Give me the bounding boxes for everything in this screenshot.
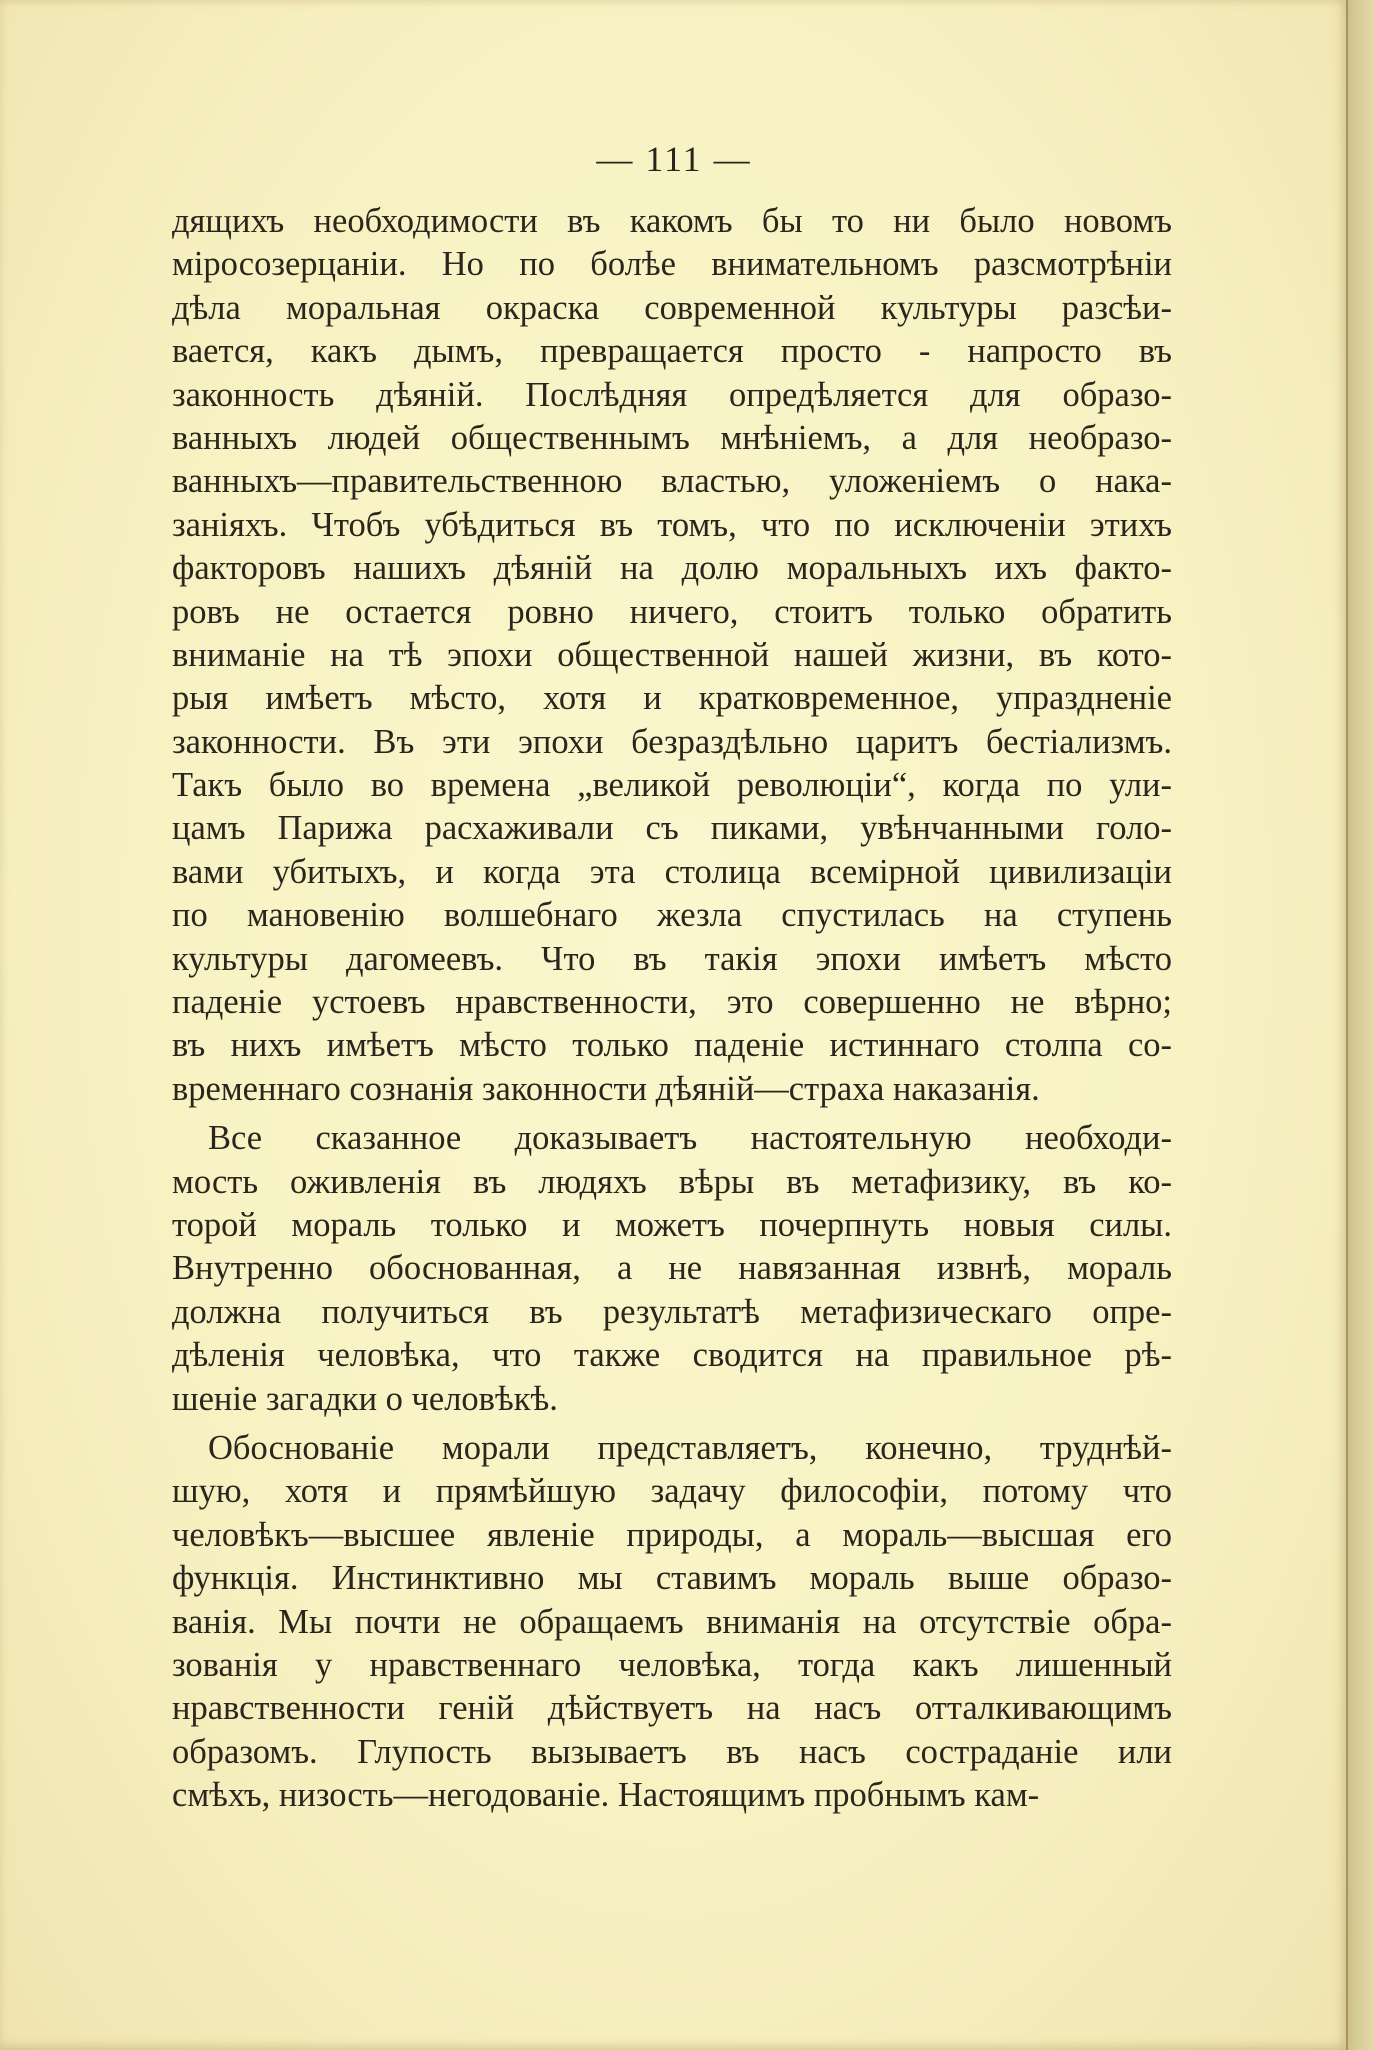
text-line: вами убитыхъ, и когда эта столица всемірной цивилизаціи — [172, 852, 1172, 891]
text-line: дѣла моральная окраска современной культуры разсѣи- — [172, 288, 1172, 327]
text-line: образомъ. Глупость вызываетъ въ насъ состраданіе или — [172, 1732, 1172, 1771]
text-line: функція. Инстинктивно мы ставимъ мораль выше образо- — [172, 1559, 1172, 1598]
text-line: мость оживленія въ людяхъ вѣры въ метафизику, въ ко- — [172, 1162, 1172, 1201]
text-line: торой мораль только и можетъ почерпнуть новыя силы. — [172, 1205, 1172, 1244]
text-line: по мановенію волшебнаго жезла спустилась на ступень — [172, 896, 1172, 935]
text-line: Внутренно обоснованная, а не навязанная извнѣ, мораль — [172, 1249, 1172, 1288]
text-line: Обоснованіе морали представляетъ, конечно, труднѣй- — [208, 1428, 1172, 1467]
text-line: должна получиться въ результатѣ метафизическаго опре- — [172, 1292, 1172, 1331]
text-line: ванныхъ—правительственною властью, уложеніемъ о нака- — [172, 462, 1172, 501]
text-line: законность дѣяній. Послѣдняя опредѣляется для образо- — [172, 375, 1172, 414]
paragraph — [172, 200, 1172, 1111]
text-line: культуры дагомеевъ. Что въ такія эпохи имѣетъ мѣсто — [172, 939, 1172, 978]
text-line: временнаго сознанія законности дѣяній—страха наказанія. — [172, 1069, 1040, 1108]
text-line: міросозерцаніи. Но по болѣе внимательномъ разсмотрѣніи — [172, 245, 1172, 284]
text-line: вается, какъ дымъ, превращается просто - напросто въ — [172, 332, 1172, 371]
text-line: цамъ Парижа расхаживали съ пиками, увѣнчанными голо- — [172, 809, 1172, 848]
text-line: шеніе загадки о человѣкѣ. — [172, 1379, 558, 1418]
text-line: дѣленія человѣка, что также сводится на правильное рѣ- — [172, 1336, 1172, 1375]
page-number: — 111 — — [596, 139, 752, 179]
page-text — [172, 200, 1172, 1817]
text-line: ванія. Мы почти не обращаемъ вниманія на отсутствіе обра- — [172, 1602, 1172, 1641]
text-line: нравственности геній дѣйствуетъ на насъ отталкивающимъ — [172, 1689, 1172, 1728]
text-line: смѣхъ, низость—негодованіе. Настоящимъ пробнымъ кам- — [172, 1776, 1040, 1815]
paragraph — [172, 1427, 1172, 1818]
text-line: заніяхъ. Чтобъ убѣдиться въ томъ, что по исключеніи этихъ — [172, 505, 1172, 544]
text-line: ванныхъ людей общественнымъ мнѣніемъ, а для необразо- — [172, 418, 1172, 457]
text-line: въ нихъ имѣетъ мѣсто только паденіе истиннаго столпа со- — [172, 1026, 1172, 1065]
page-edge — [1346, 0, 1374, 2050]
text-line: законности. Въ эти эпохи безраздѣльно царитъ бестіализмъ. — [172, 722, 1172, 761]
text-line: зованія у нравственнаго человѣка, тогда какъ лишенный — [172, 1645, 1172, 1684]
text-line: Такъ было во времена „великой революціи“, когда по ули- — [172, 766, 1172, 805]
text-line: вниманіе на тѣ эпохи общественной нашей жизни, въ кото- — [172, 635, 1172, 674]
text-line: шую, хотя и прямѣйшую задачу философіи, потому что — [172, 1472, 1172, 1511]
text-line: человѣкъ—высшее явленіе природы, а мораль—высшая его — [172, 1515, 1172, 1554]
text-line: рыя имѣетъ мѣсто, хотя и кратковременное, упраздненіе — [172, 679, 1172, 718]
text-line: ровъ не остается ровно ничего, стоитъ только обратить — [172, 592, 1172, 631]
text-line: факторовъ нашихъ дѣяній на долю моральныхъ ихъ факто- — [172, 549, 1172, 588]
text-line: паденіе устоевъ нравственности, это совершенно не вѣрно; — [172, 983, 1172, 1022]
text-line: Все сказанное доказываетъ настоятельную необходи- — [208, 1119, 1172, 1158]
text-line: дящихъ необходимости въ какомъ бы то ни было новомъ — [172, 202, 1172, 240]
paragraph — [172, 1117, 1172, 1421]
